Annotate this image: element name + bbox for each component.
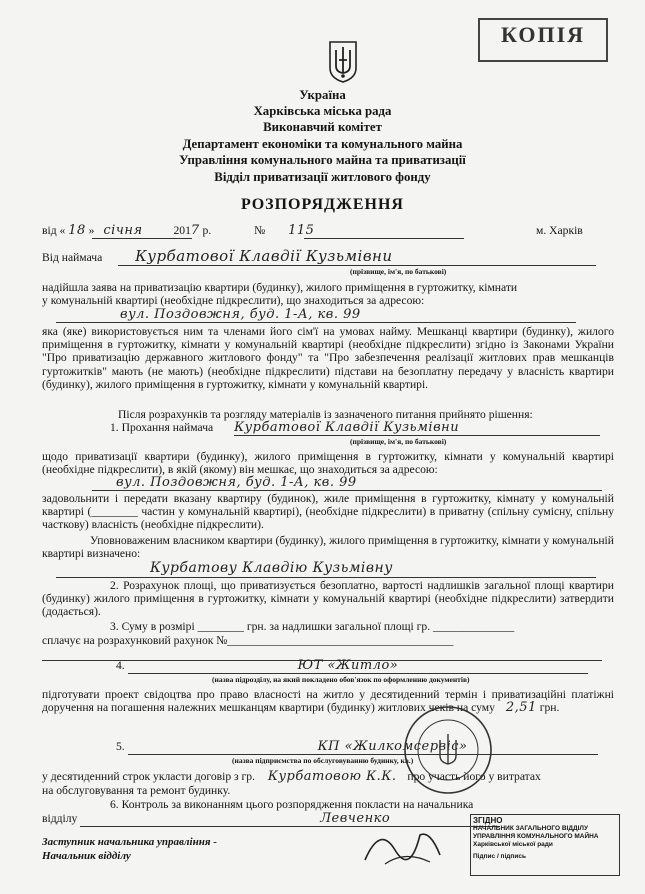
item-1-line bbox=[110, 421, 645, 434]
order-number: 115 bbox=[288, 223, 315, 238]
tenant-name: Курбатової Клавдії Кузьмівни bbox=[135, 247, 393, 265]
item-4-line bbox=[116, 659, 645, 672]
item-5-value: КП «Жилкомсервіс» bbox=[317, 739, 468, 754]
tenant-label: Від наймача bbox=[42, 251, 103, 264]
signature-title-1: Заступник начальника управління - bbox=[42, 836, 217, 848]
date-day: 18 bbox=[68, 223, 86, 238]
header-division: Відділ приватизації житлового фонду bbox=[214, 170, 431, 184]
paragraph-8a: у десятиденний строк укласти договір з гр. Курбатовою К.К. про участь його у витратах bbox=[42, 769, 541, 784]
date-year-prefix: 201 bbox=[173, 224, 191, 237]
paragraph-3: Після розрахунків та розгляду матеріалів із зазначеного питання прийнято рішення: bbox=[118, 408, 533, 421]
item-4-value: ЮТ «Житло» bbox=[297, 658, 399, 673]
header-administration: Управління комунального майна та приватизації bbox=[179, 153, 466, 167]
item-5-line bbox=[116, 740, 645, 753]
item-2: 2. Розрахунок площі, що приватизується безоплатно, вартості надлишків загальної площі квартири (будинку) жилого приміщення в гуртожитку, кімнати у комунальній квартирі (необхідне підкреслити) затвердити (додається). bbox=[42, 579, 614, 619]
item-3a: 3. Суму в розмірі ________ грн. за надлишки загальної площі гр. ______________ bbox=[110, 620, 515, 633]
item-1-label: 1. Прохання наймача bbox=[110, 421, 214, 434]
owner-line bbox=[150, 562, 645, 575]
date-year-suffix: 7 bbox=[190, 223, 200, 238]
signature-title-2: Начальник відділу bbox=[42, 850, 131, 862]
checks-sum-unit: грн. bbox=[539, 701, 560, 715]
tenant-caption: (прізвище, ім'я, по батькові) bbox=[350, 267, 447, 276]
item-3b: сплачує на розрахунковий рахунок №_______________________________________ bbox=[42, 634, 454, 647]
agreement-name: Курбатовою К.К. bbox=[267, 769, 397, 784]
tenant-address: вул. Поздовжня, буд. 1-А, кв. 99 bbox=[120, 307, 361, 322]
item-1-name: Курбатової Клавдії Кузьмівни bbox=[234, 420, 460, 435]
date-from: від « bbox=[42, 224, 66, 237]
item-1-caption: (прізвище, ім'я, по батькові) bbox=[350, 437, 447, 446]
stamp-sign-label: Підпис / підпись bbox=[473, 853, 526, 860]
stamp-line-2: УПРАВЛІННЯ КОМУНАЛЬНОГО МАЙНА bbox=[473, 833, 599, 840]
number-label: № bbox=[254, 224, 266, 237]
paragraph-2: яка (яке) використовується ним та членами його сім'ї на умовах найму. Мешканці квартири (будинку), жилого приміщення в гуртожитку, кімнати у комунальній квартирі (необхідне підкреслити) згідно із Законами України "Про приватизацію державного житлового фонду" та "Про забезпечення реалізації житлових прав мешканців гуртожитків" мають (не мають) (необхідне підкреслити) підстави на безоплатну передачу у власність квартири (будинку), жилого приміщення в гуртожитку, кімнати у комунальній квартирі. bbox=[42, 325, 614, 391]
item-1-address: вул. Поздовжня, буд. 1-А, кв. 99 bbox=[116, 475, 357, 490]
paragraph-7: підготувати проект свідоцтва про право власності на житло у десятиденний термін і приватизаційні платіжні доручення на погашення належних мешканцям квартири (будинку) житлових чеків на суму 2,51 грн. bbox=[42, 688, 614, 716]
paragraph-8c: на обслуговування та ремонт будинку. bbox=[42, 784, 231, 797]
signature-image bbox=[360, 820, 450, 870]
header-committee: Виконавчий комітет bbox=[263, 120, 382, 134]
paragraph-1b: у комунальній квартирі (необхідне підкреслити), що знаходиться за адресою: bbox=[42, 294, 425, 307]
tenant-line bbox=[42, 247, 614, 265]
item-5-label: 5. bbox=[116, 740, 125, 753]
stamp-verified: ЗГІДНО bbox=[473, 816, 503, 825]
city: м. Харків bbox=[536, 224, 583, 237]
paragraph-4: щодо приватизації квартири (будинку), жилого приміщення в гуртожитку, кімнати у комунальній квартирі (необхідне підкреслити), в якій (якому) він мешкає, що знаходиться за адресою: bbox=[42, 450, 614, 477]
item-4-caption: (назва підрозділу, на який покладено обов'язок по оформленню документів) bbox=[212, 675, 470, 684]
item-6: 6. Контроль за виконанням цього розпорядження покласти на начальника bbox=[110, 798, 474, 811]
date-line: від « 18 » січня 2017 р. № 115 м. Харків bbox=[42, 223, 583, 238]
paragraph-6: Уповноваженим власником квартири (будинку), жилого приміщення в гуртожитку, кімнати у комунальній квартирі визначено: bbox=[42, 534, 614, 561]
header-country: Україна bbox=[299, 88, 346, 102]
document-title: РОЗПОРЯДЖЕННЯ bbox=[241, 196, 404, 213]
copy-stamp-text: КОПІЯ bbox=[500, 22, 586, 47]
official-seal bbox=[402, 704, 494, 796]
item-5-caption: (назва підприємства по обслуговуванню будинку, кв.) bbox=[232, 756, 414, 765]
checks-sum: 2,51 bbox=[505, 700, 537, 716]
item-6-label: відділу bbox=[42, 812, 78, 825]
stamp-line-3: Харківської міської ради bbox=[473, 841, 553, 848]
coat-of-arms-icon bbox=[327, 40, 359, 84]
date-year-mark: р. bbox=[202, 224, 212, 237]
owner-name: Курбатову Клавдію Кузьмівну bbox=[150, 560, 393, 576]
stamp-line-1: НАЧАЛЬНИК ЗАГАЛЬНОГО ВІДДІЛУ bbox=[473, 825, 589, 832]
verification-stamp bbox=[470, 814, 620, 876]
paragraph-1a: надійшла заява на приватизацію квартири (будинку), жилого приміщення в гуртожитку, кімнати bbox=[42, 281, 518, 294]
paragraph-5: задовольнити і передати вказану квартиру (будинок), жиле приміщення в гуртожитку, кімнату у комунальній квартирі (________ частин у комунальній квартирі), (необхідне підкреслити) в приватну (спільну сумісну, спільну часткову) власність (необхідне підкреслити). bbox=[42, 492, 614, 532]
copy-stamp bbox=[478, 18, 608, 62]
item-4-label: 4. bbox=[116, 659, 125, 672]
date-month: січня bbox=[103, 223, 143, 238]
item-6-name: Левченко bbox=[320, 811, 391, 826]
header-department: Департамент економіки та комунального майна bbox=[182, 137, 463, 151]
header-council: Харківська міська рада bbox=[253, 104, 392, 118]
